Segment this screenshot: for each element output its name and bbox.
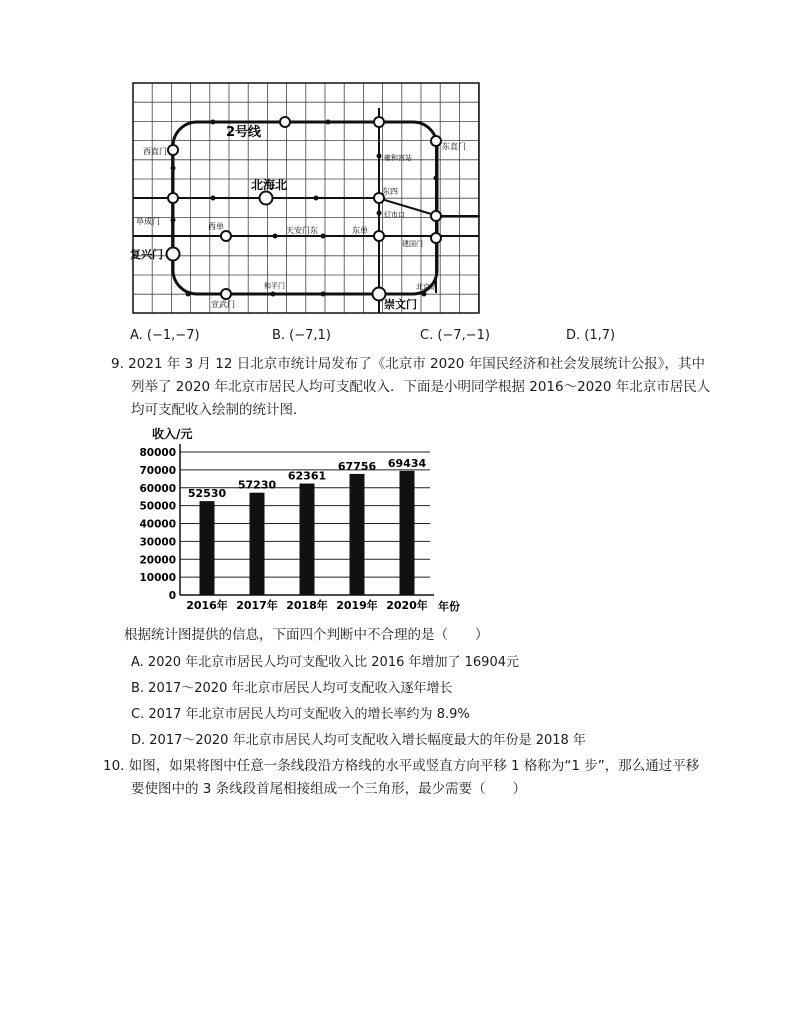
label-dongzhimen: 东直门 xyxy=(442,142,466,151)
q8-option-a[interactable]: A. (−1,−7) xyxy=(130,328,200,343)
data-label: 52530 xyxy=(187,487,227,501)
y-tick-label: 50000 xyxy=(139,500,176,513)
label-chongwenmen: 崇文门 xyxy=(384,298,417,311)
y-tick-label: 60000 xyxy=(139,482,176,495)
label-yonghegong: 雍和宫站 xyxy=(384,154,412,162)
bar xyxy=(400,471,415,595)
data-label: 62361 xyxy=(287,469,327,483)
q9-option-d[interactable]: D. 2017～2020 年北京市居民人均可支配收入增长幅度最大的年份是 2018 年 xyxy=(131,733,586,748)
x-tick-label: 2019年 xyxy=(336,599,378,612)
label-hepingmen: 和平门 xyxy=(264,282,285,290)
data-label: 57230 xyxy=(237,478,277,492)
label-xidan: 西单 xyxy=(208,222,224,231)
q10-line1: 10. 如图，如果将图中任意一条线段沿方格线的水平或竖直方向平移 1 格称为“1 步”，那么通过平移 xyxy=(103,758,700,774)
station-circle xyxy=(280,117,290,127)
y-tick-label: 70000 xyxy=(139,464,176,477)
x-tick-label: 2020年 xyxy=(386,599,428,612)
label-xizhimen: 西直门 xyxy=(143,147,167,156)
y-tick-label: 0 xyxy=(168,590,176,602)
q8-option-c[interactable]: C. (−7,−1) xyxy=(420,328,490,343)
q9-line1: 9. 2021 年 3 月 12 日北京市统计局发布了《北京市 2020 年国民经济和社会发展统计公报》，其中 xyxy=(111,356,705,372)
q9-option-a[interactable]: A. 2020 年北京市居民人均可支配收入比 2016 年增加了 16904元 xyxy=(131,655,519,670)
label-dongsi: 东四 xyxy=(382,187,398,196)
bar xyxy=(300,484,315,595)
line2-loop xyxy=(173,122,437,294)
y-tick-label: 40000 xyxy=(139,518,176,531)
bar xyxy=(200,501,215,595)
label-beijingzhan: 北京站 xyxy=(416,283,437,291)
y-axis-label: 收入/元 xyxy=(152,427,193,441)
y-tick-label: 30000 xyxy=(139,536,176,549)
q9-option-b[interactable]: B. 2017～2020 年北京市居民人均可支配收入逐年增长 xyxy=(131,681,453,696)
data-label: 67756 xyxy=(337,459,377,473)
label-dengshikou: 灯市口 xyxy=(384,211,405,219)
bar xyxy=(250,493,265,595)
q9-option-c[interactable]: C. 2017 年北京市居民人均可支配收入的增长率约为 8.9% xyxy=(131,707,470,722)
y-tick-label: 10000 xyxy=(139,572,176,585)
label-xuanwumen: 宣武门 xyxy=(211,300,235,309)
x-tick-label: 2017年 xyxy=(236,599,278,612)
income-bar-chart xyxy=(130,424,470,618)
label-jianguomen: 建国门 xyxy=(402,240,423,248)
q9-line2: 列举了 2020 年北京市居民人均可支配收入．下面是小明同学根据 2016～2020 年北京市居民人 xyxy=(131,379,711,395)
bar xyxy=(350,474,365,595)
x-tick-label: 2016年 xyxy=(186,599,228,612)
x-tick-label: 2018年 xyxy=(286,599,328,612)
y-tick-label: 80000 xyxy=(139,447,176,459)
x-axis-label: 年份 xyxy=(438,600,460,613)
label-fuchengmen: 阜成门 xyxy=(136,217,160,226)
label-tiananmendong: 天安门东 xyxy=(286,226,318,235)
y-tick-label: 20000 xyxy=(139,554,176,567)
q8-option-b[interactable]: B. (−7,1) xyxy=(272,328,331,343)
label-dongdan: 东单 xyxy=(352,226,368,235)
q9-question: 根据统计图提供的信息，下面四个判断中不合理的是（ ） xyxy=(124,627,489,643)
data-label: 69434 xyxy=(387,456,427,470)
q8-option-d[interactable]: D. (1,7) xyxy=(566,328,616,343)
label-beihaibei: 北海北 xyxy=(251,178,288,192)
label-fuxingmen: 复兴门 xyxy=(130,248,163,261)
subway-map xyxy=(128,78,484,318)
line2-label: 2号线 xyxy=(226,125,262,140)
q10-line2: 要使图中的 3 条线段首尾相接组成一个三角形，最少需要（ ） xyxy=(131,781,527,797)
q9-line3: 均可支配收入绘制的统计图． xyxy=(131,402,307,418)
